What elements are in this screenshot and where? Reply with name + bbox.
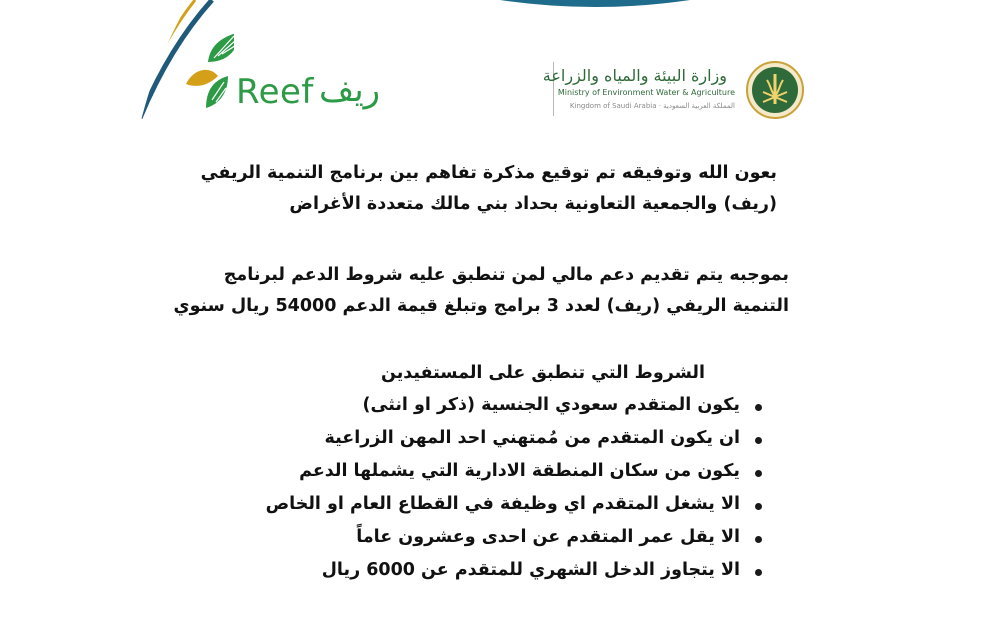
condition-text: يكون المتقدم سعودي الجنسية (ذكر او انثى)	[362, 395, 740, 415]
bullet-icon	[755, 503, 762, 510]
ministry-logo	[542, 58, 805, 126]
ministry-kingdom-label: Kingdom of Saudi Arabia · المملكة العربية السعودية	[569, 102, 735, 110]
bullet-icon	[755, 470, 762, 477]
announcement-line-1: بعون الله وتوفيقه تم توقيع مذكرة تفاهم بين برنامج التنمية الريفي	[200, 163, 777, 183]
ministry-name-english: Ministry of Environment Water & Agriculture	[557, 88, 735, 97]
support-paragraph	[174, 260, 789, 322]
top-arc-decoration	[500, 0, 690, 12]
list-item	[266, 389, 740, 422]
condition-text: يكون من سكان المنطقة الادارية التي يشملها الدعم	[299, 461, 740, 481]
support-line-2: التنمية الريفي (ريف) لعدد 3 برامج وتبلغ قيمة الدعم 54000 ريال سنوي	[173, 296, 789, 316]
bullet-icon	[755, 536, 762, 543]
list-item	[266, 488, 740, 521]
announcement-line-2: (ريف) والجمعية التعاونية بحداد بني مالك متعددة الأغراض	[289, 194, 777, 214]
bullet-icon	[755, 437, 762, 444]
condition-text: ان يكون المتقدم من مُمتهني احد المهن الزراعية	[324, 428, 740, 448]
conditions-list	[266, 389, 740, 587]
reef-logo-arabic: ريف	[319, 70, 381, 110]
reef-logo-latin: Reef	[236, 72, 314, 112]
conditions-title: الشروط التي تنطبق على المستفيدين	[380, 363, 705, 383]
announcement-paragraph	[201, 158, 777, 220]
ministry-name-arabic: وزارة البيئة والمياه والزراعة	[542, 66, 727, 85]
list-item	[266, 422, 740, 455]
bullet-icon	[755, 404, 762, 411]
list-item	[266, 554, 740, 587]
list-item	[266, 521, 740, 554]
support-line-1: بموجبه يتم تقديم دعم مالي لمن تنطبق عليه شروط الدعم لبرنامج	[223, 265, 789, 285]
bullet-icon	[755, 569, 762, 576]
reef-logo	[184, 32, 399, 120]
reef-leaf-icon	[184, 32, 234, 112]
condition-text: الا يقل عمر المتقدم عن احدى وعشرون عاماً	[356, 527, 740, 547]
condition-text: الا يتجاوز الدخل الشهري للمتقدم عن 6000 ريال	[321, 560, 740, 580]
list-item	[266, 455, 740, 488]
saudi-emblem-icon	[745, 60, 805, 120]
condition-text: الا يشغل المتقدم اي وظيفة في القطاع العام او الخاص	[265, 494, 740, 514]
